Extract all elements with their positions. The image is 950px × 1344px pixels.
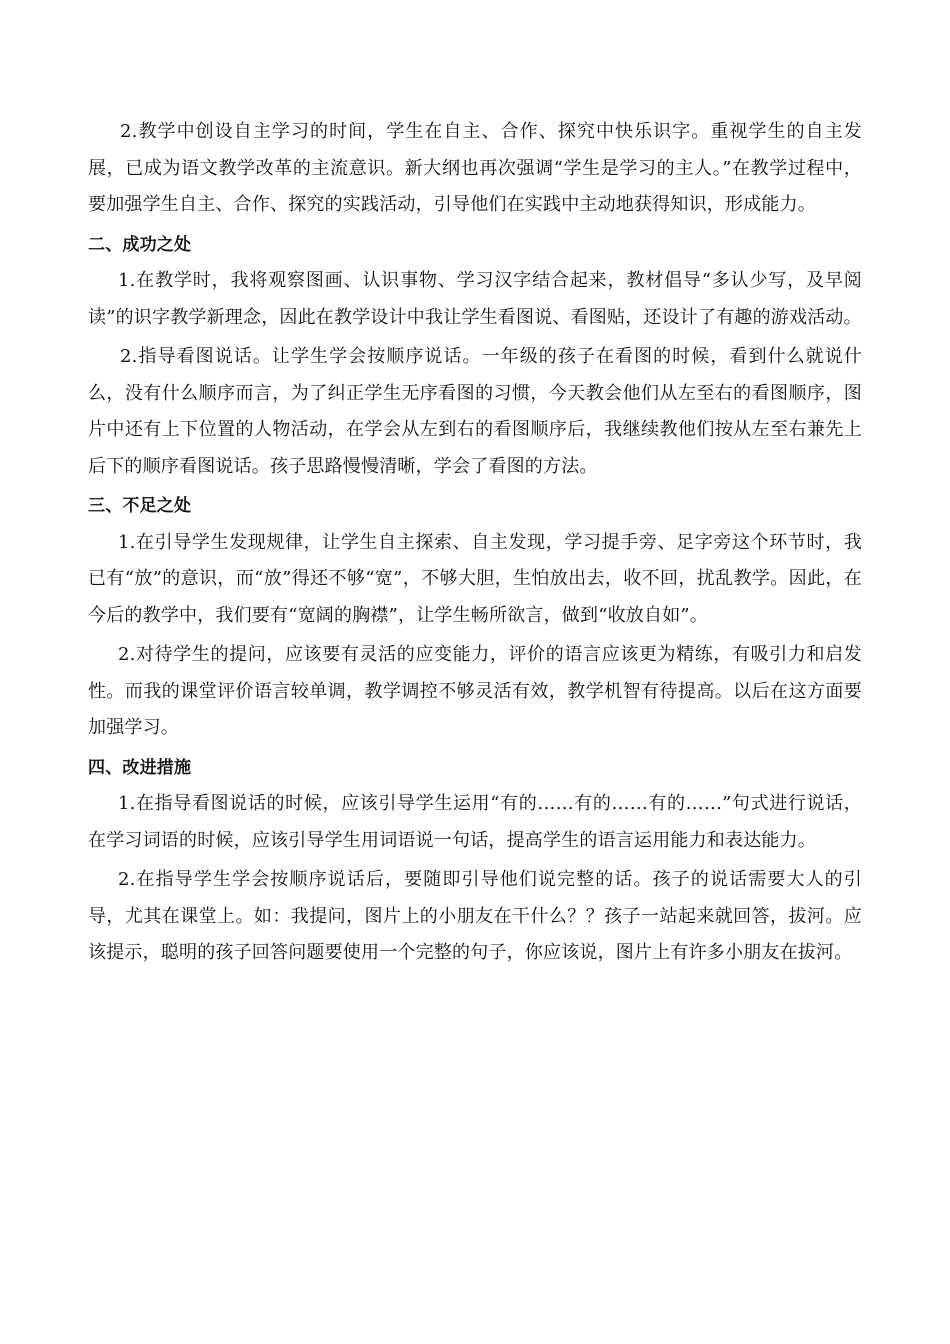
success-paragraph-2: 2.指导看图说话。让学生学会按顺序说话。一年级的孩子在看图的时候，看到什么就说什么，没有什么顺序而言，为了纠正学生无序看图的习惯，今天教会他们从左至右的看图顺序，图片中还有上下位置的人物活动，在学会从左到右的看图顺序后，我继续教他们按从左至右兼先上后下的顺序看图说话。孩子思路慢慢清晰，学会了看图的方法。 (88, 346, 862, 477)
shortcomings-paragraph-2: 2.对待学生的提问，应该要有灵活的应变能力，评价的语言应该更为精练，有吸引力和启发性。而我的课堂评价语言较单调，教学调控不够灵活有效，教学机智有待提高。以后在这方面要加强学习。 (88, 644, 862, 738)
success-paragraph-1: 1.在教学时，我将观察图画、认识事物、学习汉字结合起来，教材倡导“多认少写，及早阅读”的识字教学新理念，因此在教学设计中我让学生看图说、看图贴，还设计了有趣的游戏活动。 (88, 270, 862, 328)
shortcomings-paragraph-1: 1.在引导学生发现规律，让学生自主探索、自主发现，学习提手旁、足字旁这个环节时，我已有“放”的意识，而“放”得还不够“宽”，不够大胆，生怕放出去，收不回，扰乱教学。因此，在今后的教学中，我们要有“宽阔的胸襟”，让学生畅所欲言，做到“收放自如”。 (88, 531, 862, 626)
improvements-paragraph-1: 1.在指导看图说话的时候，应该引导学生运用“有的……有的……有的……”句式进行说话，在学习词语的时候，应该引导学生用词语说一句话，提高学生的语言运用能力和表达能力。 (88, 793, 862, 851)
section-heading-success: 二、成功之处 (88, 234, 192, 255)
document-page (88, 114, 862, 972)
section-heading-improvements: 四、改进措施 (88, 757, 192, 778)
intro-paragraph: 2.教学中创设自主学习的时间，学生在自主、合作、探究中快乐识字。重视学生的自主发展，已成为语文教学改革的主流意识。新大纲也再次强调“学生是学习的主人。”在教学过程中，要加强学生自主、合作、探究的实践活动，引导他们在实践中主动地获得知识，形成能力。 (88, 121, 862, 215)
section-heading-shortcomings: 三、不足之处 (88, 496, 192, 516)
improvements-paragraph-2: 2.在指导学生学会按顺序说话后，要随即引导他们说完整的话。孩子的说话需要大人的引导，尤其在课堂上。如：我提问，图片上的小朋友在干什么？？孩子一站起来就回答，拔河。应该提示，聪明的孩子回答问题要使用一个完整的句子，你应该说，图片上有许多小朋友在拔河。 (88, 869, 862, 963)
